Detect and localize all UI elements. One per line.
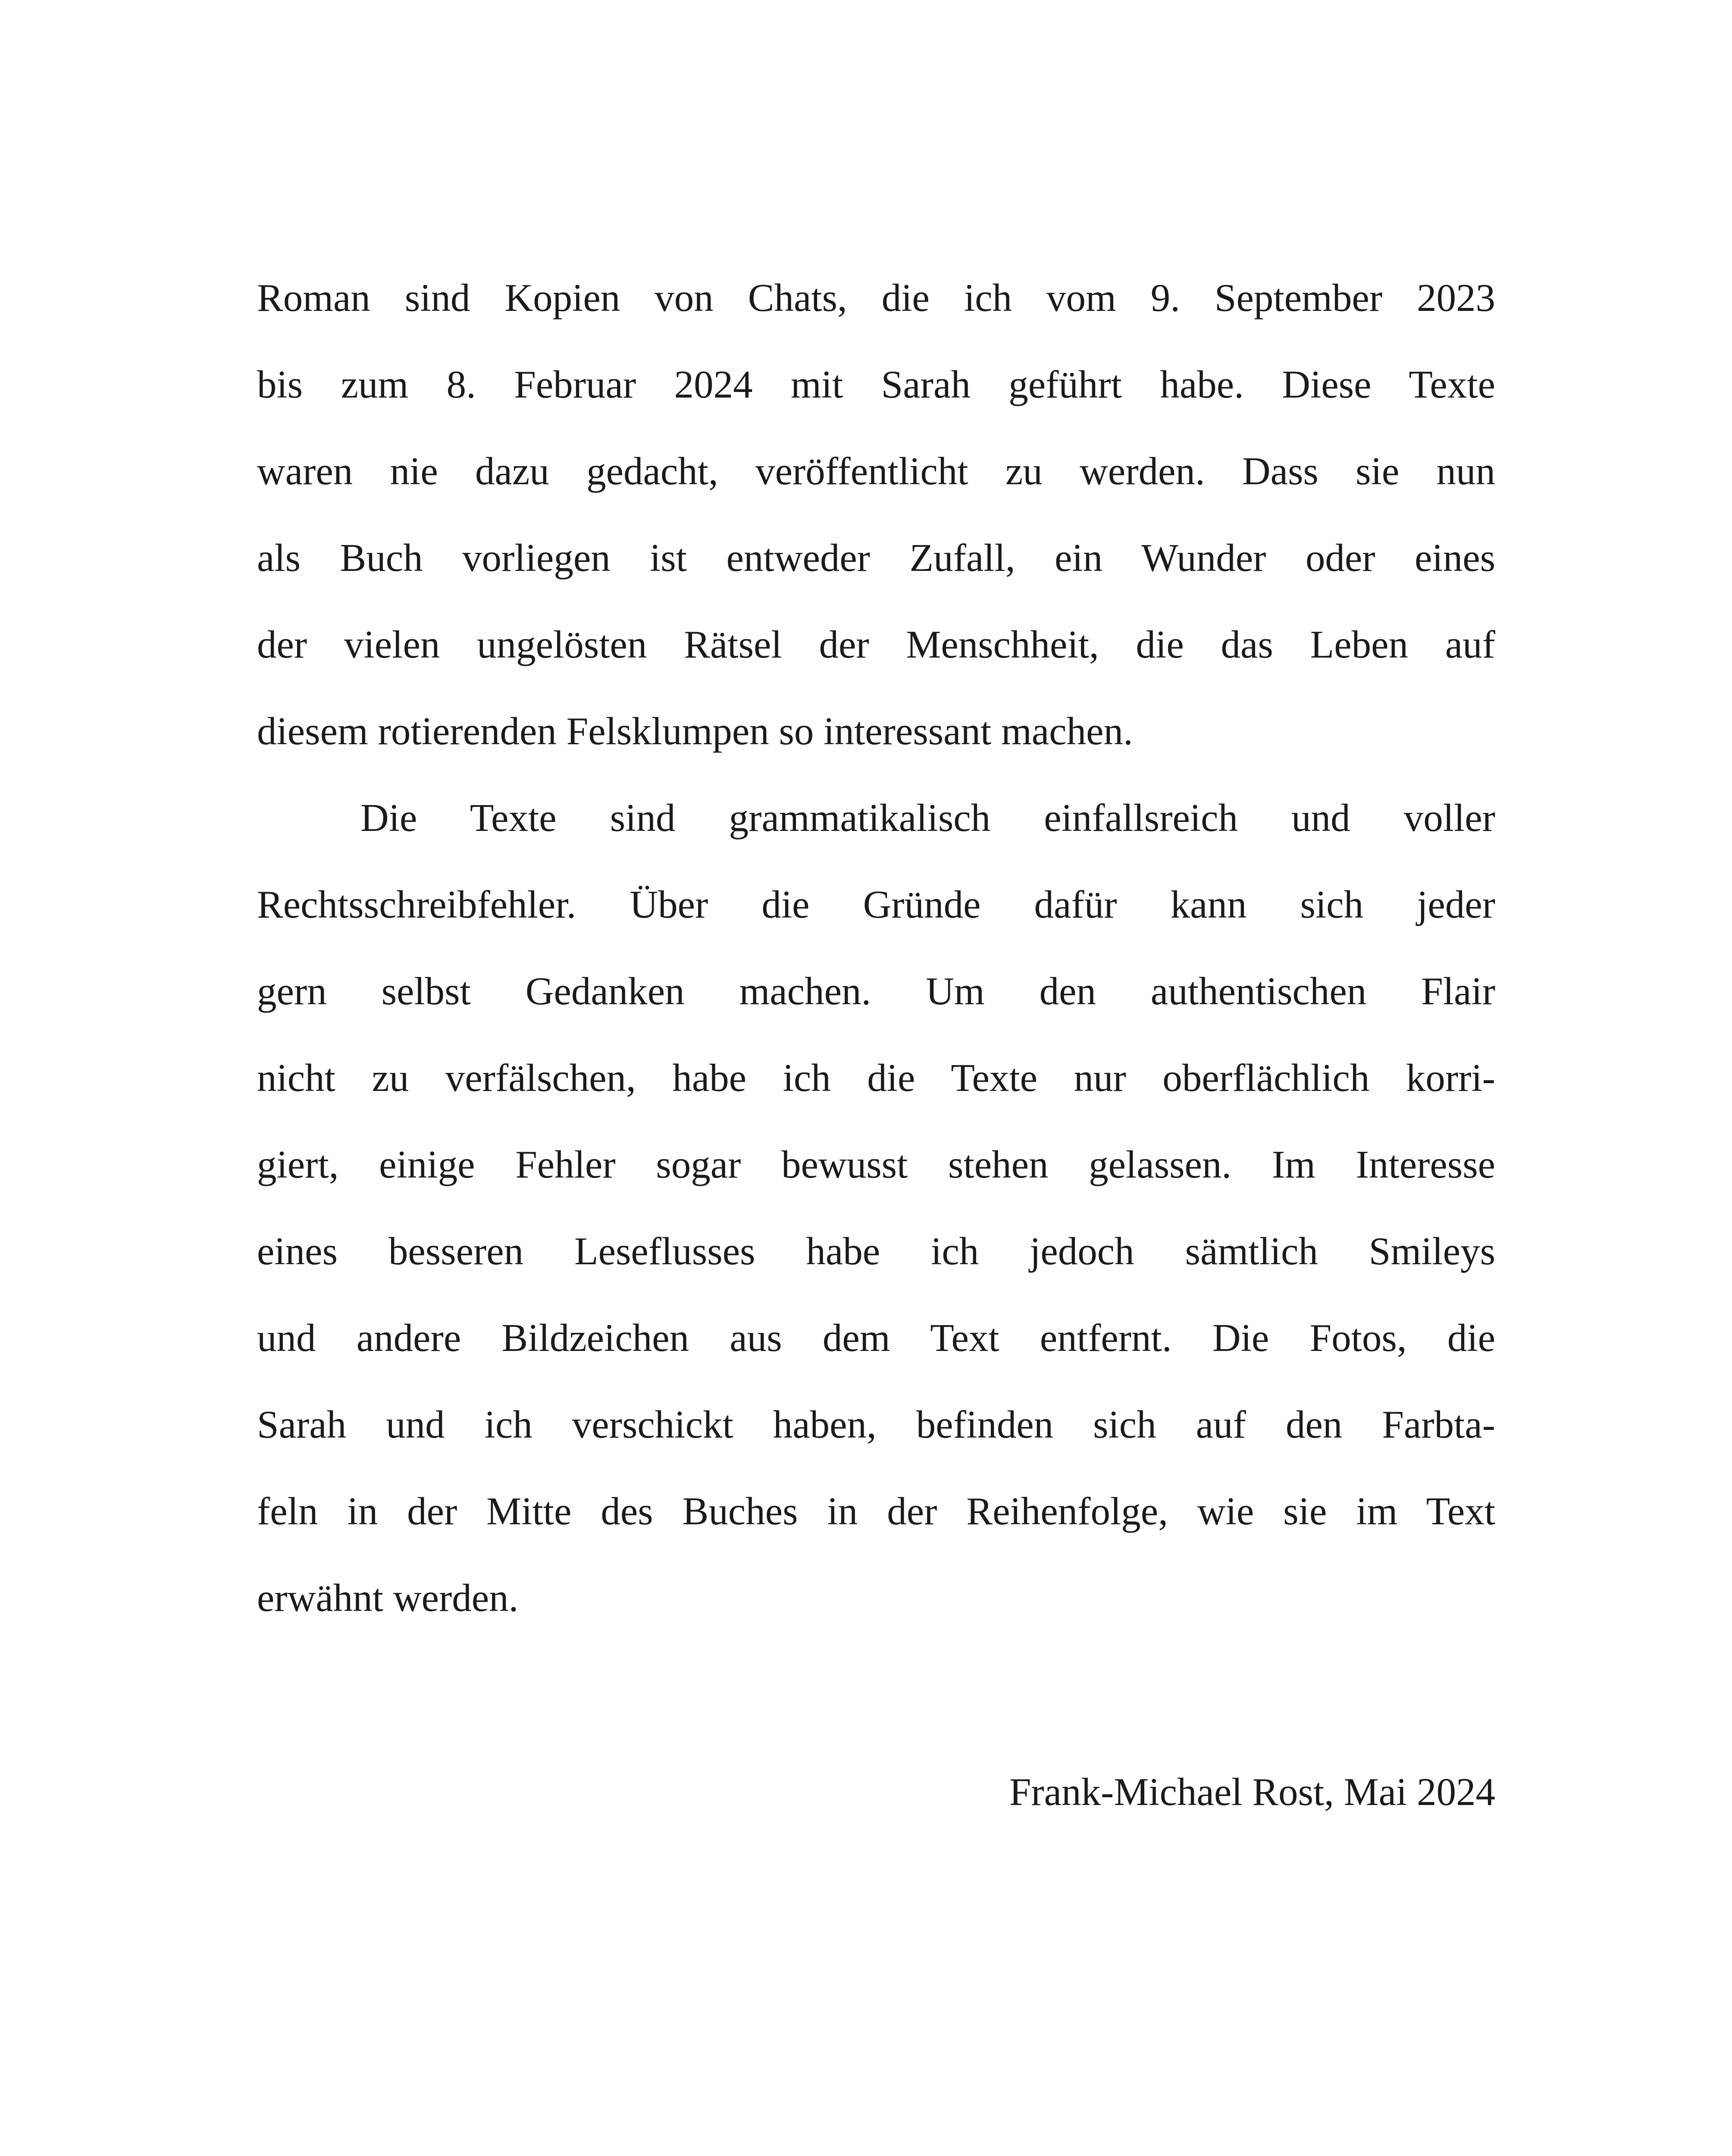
- text-line: eines besseren Leseflusses habe ich jedoch sämtlich Smileys: [257, 1229, 1495, 1273]
- text-line: der vielen ungelösten Rätsel der Menschheit, die das Leben auf: [257, 623, 1495, 666]
- text-line: giert, einige Fehler sogar bewusst stehen gelassen. Im Interesse: [257, 1143, 1495, 1186]
- text-line: erwähnt werden.: [257, 1576, 519, 1620]
- text-line: diesem rotierenden Felsklumpen so interessant machen.: [257, 709, 1133, 753]
- text-line: bis zum 8. Februar 2024 mit Sarah geführt habe. Diese Texte: [257, 363, 1495, 406]
- text-line: Sarah und ich verschickt haben, befinden sich auf den Farbta-: [257, 1403, 1495, 1446]
- text-line: nicht zu verfälschen, habe ich die Texte nur oberflächlich korri-: [257, 1056, 1495, 1100]
- text-line: feln in der Mitte des Buches in der Reihenfolge, wie sie im Text: [257, 1489, 1495, 1533]
- text-line: Roman sind Kopien von Chats, die ich vom 9. September 2023: [257, 276, 1495, 320]
- body-text: [257, 254, 1495, 1641]
- text-line: gern selbst Gedanken machen. Um den authentischen Flair: [257, 969, 1495, 1013]
- text-line: und andere Bildzeichen aus dem Text entfernt. Die Fotos, die: [257, 1316, 1495, 1360]
- text-line: Die Texte sind grammatikalisch einfallsreich und voller: [360, 796, 1495, 840]
- text-line: als Buch vorliegen ist entweder Zufall, ein Wunder oder eines: [257, 536, 1495, 580]
- author-signature: Frank-Michael Rost, Mai 2024: [1009, 1770, 1495, 1814]
- text-line: Rechtsschreibfehler. Über die Gründe dafür kann sich jeder: [257, 883, 1495, 926]
- text-line: waren nie dazu gedacht, veröffentlicht zu werden. Dass sie nun: [257, 449, 1495, 493]
